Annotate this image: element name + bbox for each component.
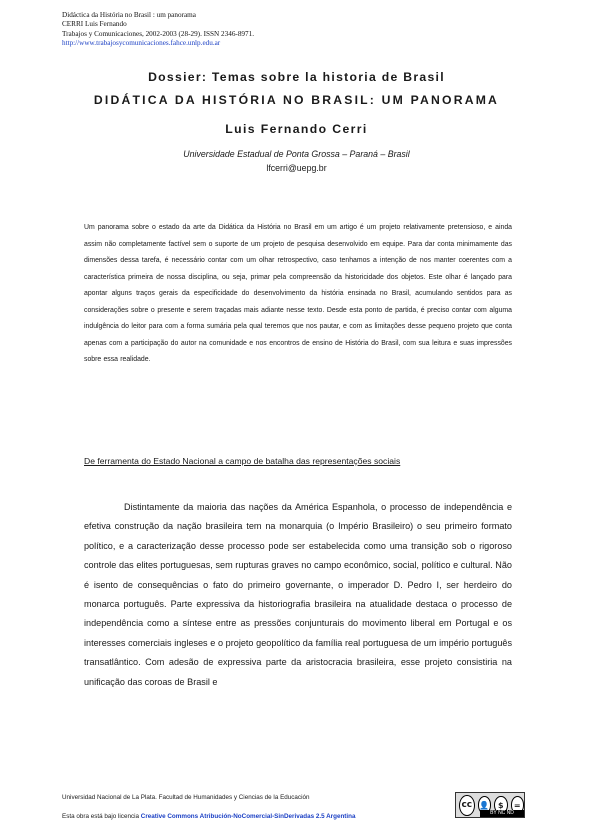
nd-equals-icon: =	[511, 796, 524, 814]
cc-badge-tags: BY NC ND	[480, 810, 524, 817]
nc-dollar-icon: $	[494, 796, 507, 814]
by-person-icon: 👤	[478, 796, 491, 814]
cc-license-badge[interactable]	[455, 792, 525, 818]
section-heading: De ferramenta do Estado Nacional a campo de batalha das representações sociais	[84, 456, 401, 466]
license-link[interactable]: Creative Commons Atribución-NoComercial-SinDerivadas 2.5 Argentina	[140, 813, 356, 820]
footer-license	[62, 813, 356, 820]
citation-author: CERRI Luis Fernando	[62, 20, 127, 29]
license-prefix: Esta obra está bajo licencia	[62, 813, 141, 820]
abstract-paragraph: Um panorama sobre o estado da arte da Didática da História no Brasil em um artigo é um projeto relativamente pretensioso, e ainda assim não completamente factível sem o suporte de um projeto de pesquisa desenvolvido em equipe. Para dar conta minimamente das dimensões dessa tarefa, é necessário contar com um olhar retrospectivo, caso tenhamos a intenção de nos manter coerentes com a característica primeira de nossa disciplina, ou seja, primar pela compreensão da historicidade dos objetos. Este olhar é lançado para apontar alguns traços gerais da especificidade do desenvolvimento da história ensinada no Brasil, acumulando sentidos para as considerações sobre o presente e serem traçadas mais adiante nesse texto. Desde esta ponto de partida, é preciso contar com alguma indulgência do leitor para com a forma sumária pela qual teremos que nos pautar, e com as limitações desse pequeno projeto que conta apenas com a participação do autor na comunidade e nos encontros de ensino de História do Brasil, com sua leitura e suas impressões sobre essa realidade.	[84, 224, 512, 364]
author-affiliation: Universidade Estadual de Ponta Grossa – Paraná – Brasil	[183, 149, 410, 159]
dossier-heading: Dossier: Temas sobre la historia de Brasil	[148, 70, 445, 84]
footer-institution: Universidad Nacional de La Plata. Facultad de Humanidades y Ciencias de la Educación	[62, 794, 310, 801]
citation-header	[62, 11, 254, 49]
citation-title: Didáctica da História no Brasil : um panorama	[62, 11, 196, 19]
cc-icon: cc	[459, 795, 475, 816]
author-name: Luis Fernando Cerri	[225, 122, 368, 136]
journal-link[interactable]: http://www.trabajosycomunicaciones.fahce.unlp.edu.ar	[62, 39, 221, 48]
citation-journal: Trabajos y Comunicaciones, 2002-2003 (28-29). ISSN 2346-8971.	[62, 29, 254, 38]
paper-title: DIDÁTICA DA HISTÓRIA NO BRASIL: UM PANORAMA	[93, 93, 500, 107]
author-email: lfcerri@uepg.br	[266, 163, 327, 173]
body-paragraph: Distintamente da maioria das nações da América Espanhola, o processo de independência e efetiva construção da nação brasileira tem na monarquia (o Império Brasileiro) o seu primeiro formato político, e a caracterização desse processo pode ser estabelecida como uma transição sob o rigoroso controle das elites portuguesas, sem rupturas graves no campo econômico, social, político e cultural. Não é isento de consequências o fato do primeiro governante, o imperador D. Pedro I, ser herdeiro do monarca português. Parte expressiva da historiografia brasileira na atualidade destaca o processo de independência como a síntese entre as pressões conjunturais do movimento liberal em Portugal e os interesses comerciais ingleses e o projeto geopolítico da família real portuguesa de um império português transatlântico. Com adesão de expressiva parte da aristocracia brasileira, esse projeto consistiria na unificação das coroas de Brasil e	[84, 502, 512, 687]
